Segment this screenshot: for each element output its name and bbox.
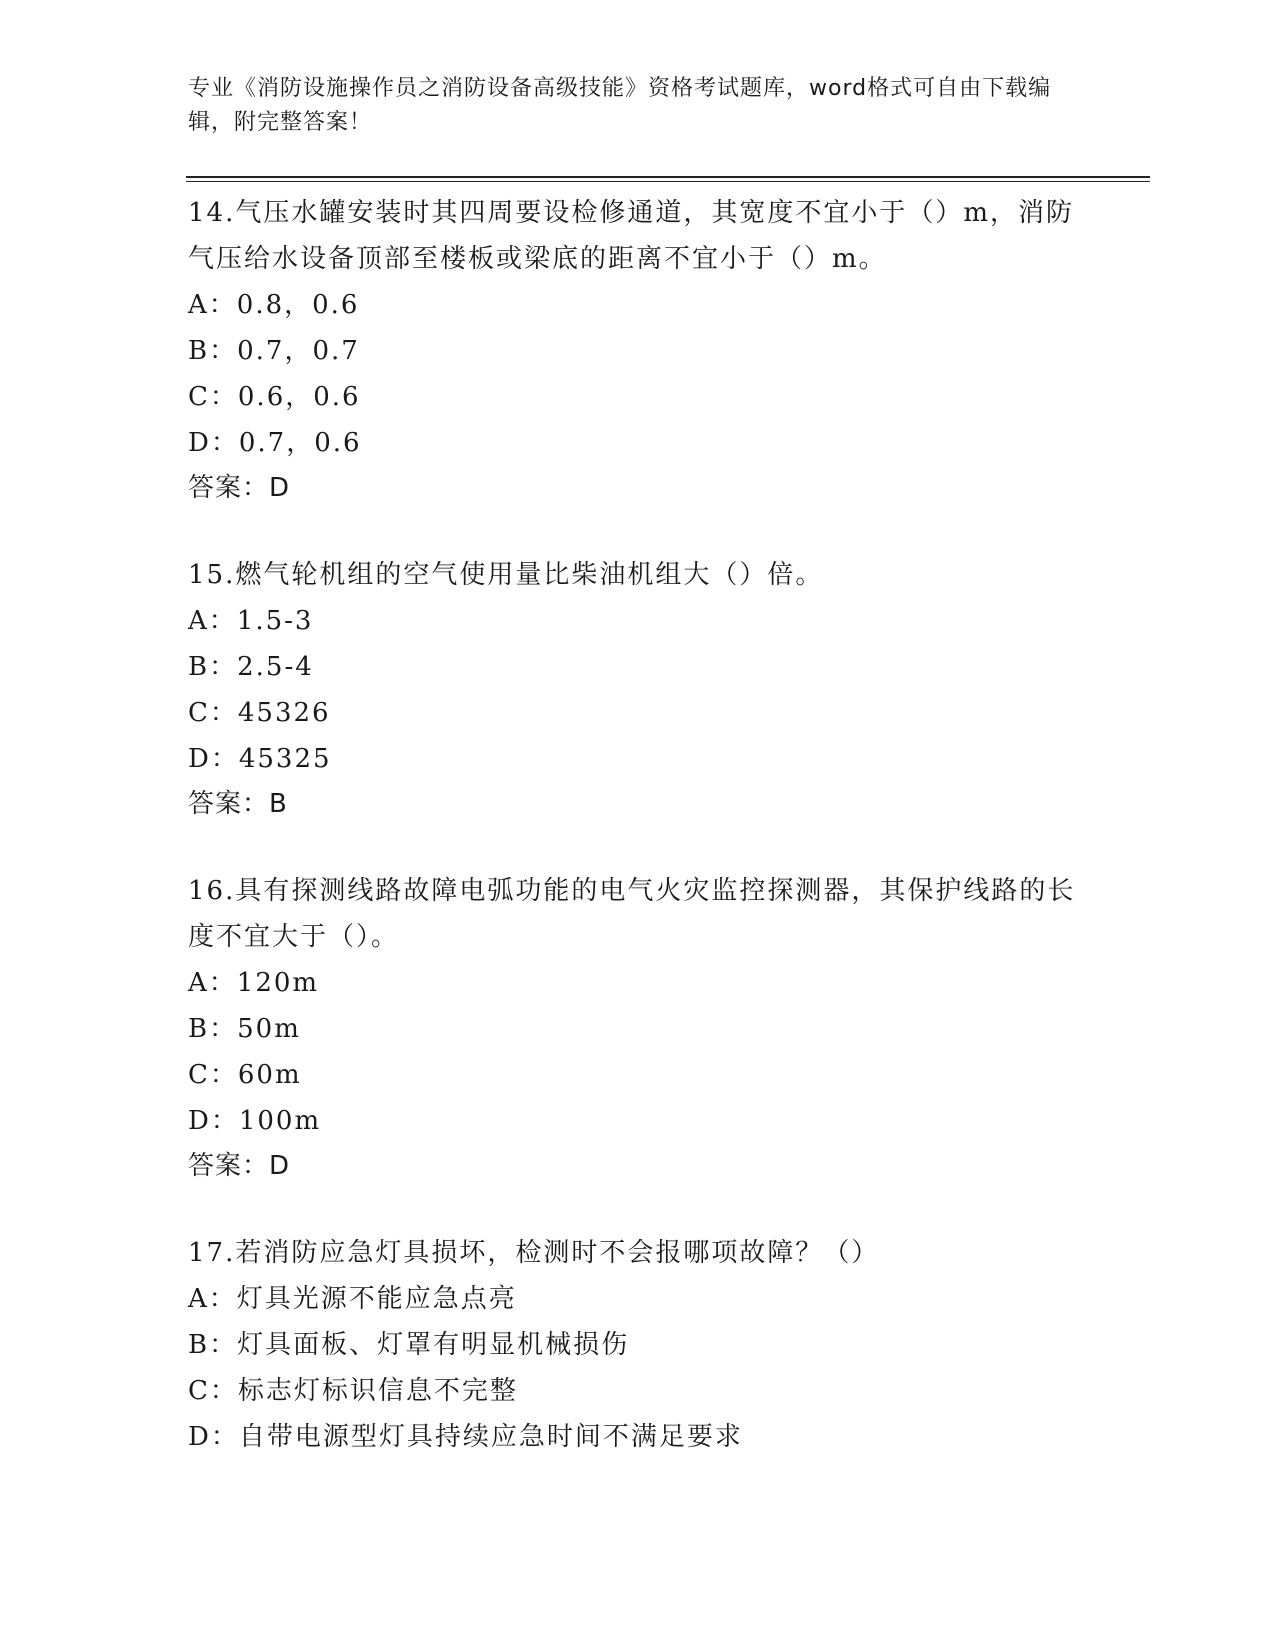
question-16 bbox=[188, 868, 1088, 1188]
option-a: A：120m bbox=[188, 968, 320, 998]
option-d: D：0.7，0.6 bbox=[188, 428, 362, 458]
question-stem: 15.燃气轮机组的空气使用量比柴油机组大（）倍。 bbox=[188, 560, 824, 590]
option-b: B：2.5-4 bbox=[188, 652, 314, 682]
option-c: C：60m bbox=[188, 1060, 302, 1090]
option-b: B：0.7，0.7 bbox=[188, 336, 360, 366]
answer-line: 答案：D bbox=[188, 1151, 291, 1181]
option-c: C：标志灯标识信息不完整 bbox=[188, 1376, 518, 1406]
question-stem: 17.若消防应急灯具损坏，检测时不会报哪项故障？（） bbox=[188, 1238, 880, 1268]
document-header: 专业《消防设施操作员之消防设备高级技能》资格考试题库，word格式可自由下载编辑，附完整答案！ bbox=[188, 76, 1052, 135]
option-b: B：50m bbox=[188, 1014, 301, 1044]
question-stem: 16.具有探测线路故障电弧功能的电气火灾监控探测器，其保护线路的长度不宜大于（）。 bbox=[188, 876, 1076, 952]
option-d: D：45325 bbox=[188, 744, 332, 774]
option-c: C：0.6，0.6 bbox=[188, 382, 361, 412]
option-b: B：灯具面板、灯罩有明显机械损伤 bbox=[188, 1330, 630, 1360]
option-a: A：0.8，0.6 bbox=[188, 290, 360, 320]
header-divider-thin bbox=[186, 181, 1150, 182]
question-stem: 14.气压水罐安装时其四周要设检修通道，其宽度不宜小于（）m，消防气压给水设备顶部至楼板或梁底的距离不宜小于（）m。 bbox=[188, 198, 1075, 274]
option-d: D：100m bbox=[188, 1106, 322, 1136]
option-c: C：45326 bbox=[188, 698, 331, 728]
question-17 bbox=[188, 1230, 1088, 1460]
question-list bbox=[188, 190, 1088, 1502]
answer-line: 答案：D bbox=[188, 473, 291, 503]
option-a: A：灯具光源不能应急点亮 bbox=[188, 1284, 517, 1314]
option-a: A：1.5-3 bbox=[188, 606, 314, 636]
header-divider-thick bbox=[186, 176, 1150, 178]
question-14 bbox=[188, 190, 1088, 510]
answer-line: 答案：B bbox=[188, 789, 288, 819]
question-15 bbox=[188, 552, 1088, 826]
option-d: D：自带电源型灯具持续应急时间不满足要求 bbox=[188, 1422, 743, 1452]
